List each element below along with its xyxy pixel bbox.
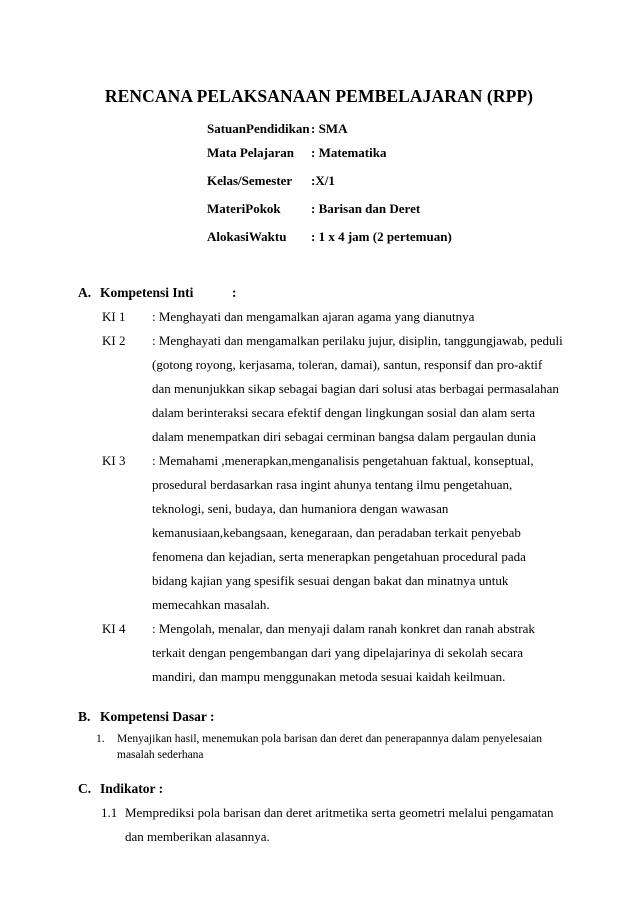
identity-row-satuan	[207, 121, 348, 137]
section-heading-kompetensi-dasar	[78, 709, 215, 725]
ki-text-line: bidang kajian yang spesifik sesuai dengan bakat dan minatnya untuk	[152, 573, 509, 588]
section-letter: A.	[78, 285, 92, 300]
ki-text-line: fenomena dan kejadian, serta menerapkan pengetahuan procedural pada	[152, 549, 526, 564]
identity-label: AlokasiWaktu	[207, 229, 287, 244]
ki-text-line: : Mengolah, menalar, dan menyaji dalam ranah konkret dan ranah abstrak	[152, 621, 535, 636]
identity-row-kelas	[207, 173, 335, 189]
ki-code: KI 3	[102, 453, 126, 468]
ki-text-line: mandiri, dan mampu menggunakan metoda sesuai kaidah keilmuan.	[152, 669, 506, 684]
identity-label: Kelas/Semester	[207, 173, 293, 188]
section-letter: B.	[78, 709, 91, 724]
identity-row-materi	[207, 201, 421, 217]
ki-text-line: memecahkan masalah.	[152, 597, 270, 612]
identity-label: Mata Pelajaran	[207, 145, 295, 160]
ki-text-line: dalam menempatkan diri sebagai cerminan bangsa dalam pergaulan dunia	[152, 429, 536, 444]
identity-value: : SMA	[311, 121, 348, 136]
identity-label: MateriPokok	[207, 201, 281, 216]
section-title: Indikator :	[100, 781, 164, 796]
ki-text-line: dan menunjukkan sikap sebagai bagian dari solusi atas berbagai permasalahan	[152, 381, 559, 396]
ki-code: KI 4	[102, 621, 126, 636]
identity-value: : Matematika	[311, 145, 387, 160]
page-title: RENCANA PELAKSANAAN PEMBELAJARAN (RPP)	[104, 86, 534, 106]
ki-code: KI 1	[102, 309, 126, 324]
ki-text-line: : Memahami ,menerapkan,menganalisis pengetahuan faktual, konseptual,	[152, 453, 534, 468]
identity-row-mapel	[207, 145, 387, 161]
indicator-number: 1.1	[101, 805, 118, 820]
section-title: Kompetensi Inti	[100, 285, 194, 300]
ki-text-line: dalam berinteraksi secara efektif dengan lingkungan sosial dan alam serta	[152, 405, 535, 420]
section-colon: :	[232, 285, 237, 300]
kd-text-line: Menyajikan hasil, menemukan pola barisan dan deret dan penerapannya dalam penyelesaian	[117, 733, 543, 745]
indicator-text-line: dan memberikan alasannya.	[125, 829, 270, 844]
ki-text-line: teknologi, seni, budaya, dan humaniora dengan wawasan	[152, 501, 449, 516]
section-heading-kompetensi-inti	[78, 285, 237, 301]
identity-row-alokasi	[207, 229, 452, 245]
identity-value: : Barisan dan Deret	[311, 201, 421, 216]
identity-value: :X/1	[311, 173, 335, 188]
kd-text-line: masalah sederhana	[117, 749, 204, 761]
section-title: Kompetensi Dasar :	[100, 709, 215, 724]
section-letter: C.	[78, 781, 92, 796]
ki-text-line: (gotong royong, kerjasama, toleran, damai), santun, responsif dan pro-aktif	[152, 357, 543, 372]
indicator-text-line: Memprediksi pola barisan dan deret aritmetika serta geometri melalui pengamatan	[125, 805, 554, 820]
ki-text-line: terkait dengan pengembangan dari yang dipelajarinya di sekolah secara	[152, 645, 524, 660]
ki-text-line: : Menghayati dan mengamalkan perilaku jujur, disiplin, tanggungjawab, peduli	[152, 333, 563, 348]
identity-value: : 1 x 4 jam (2 pertemuan)	[311, 229, 452, 244]
ki-text-line: : Menghayati dan mengamalkan ajaran agama yang dianutnya	[152, 309, 475, 324]
section-heading-indikator	[78, 781, 163, 797]
ki-text-line: prosedural berdasarkan rasa ingint ahunya tentang ilmu pengetahuan,	[152, 477, 513, 492]
kd-number: 1.	[96, 733, 105, 745]
ki-code: KI 2	[102, 333, 126, 348]
identity-label: SatuanPendidikan	[207, 121, 310, 136]
ki-text-line: kemanusiaan,kebangsaan, kenegaraan, dan peradaban terkait penyebab	[152, 525, 521, 540]
